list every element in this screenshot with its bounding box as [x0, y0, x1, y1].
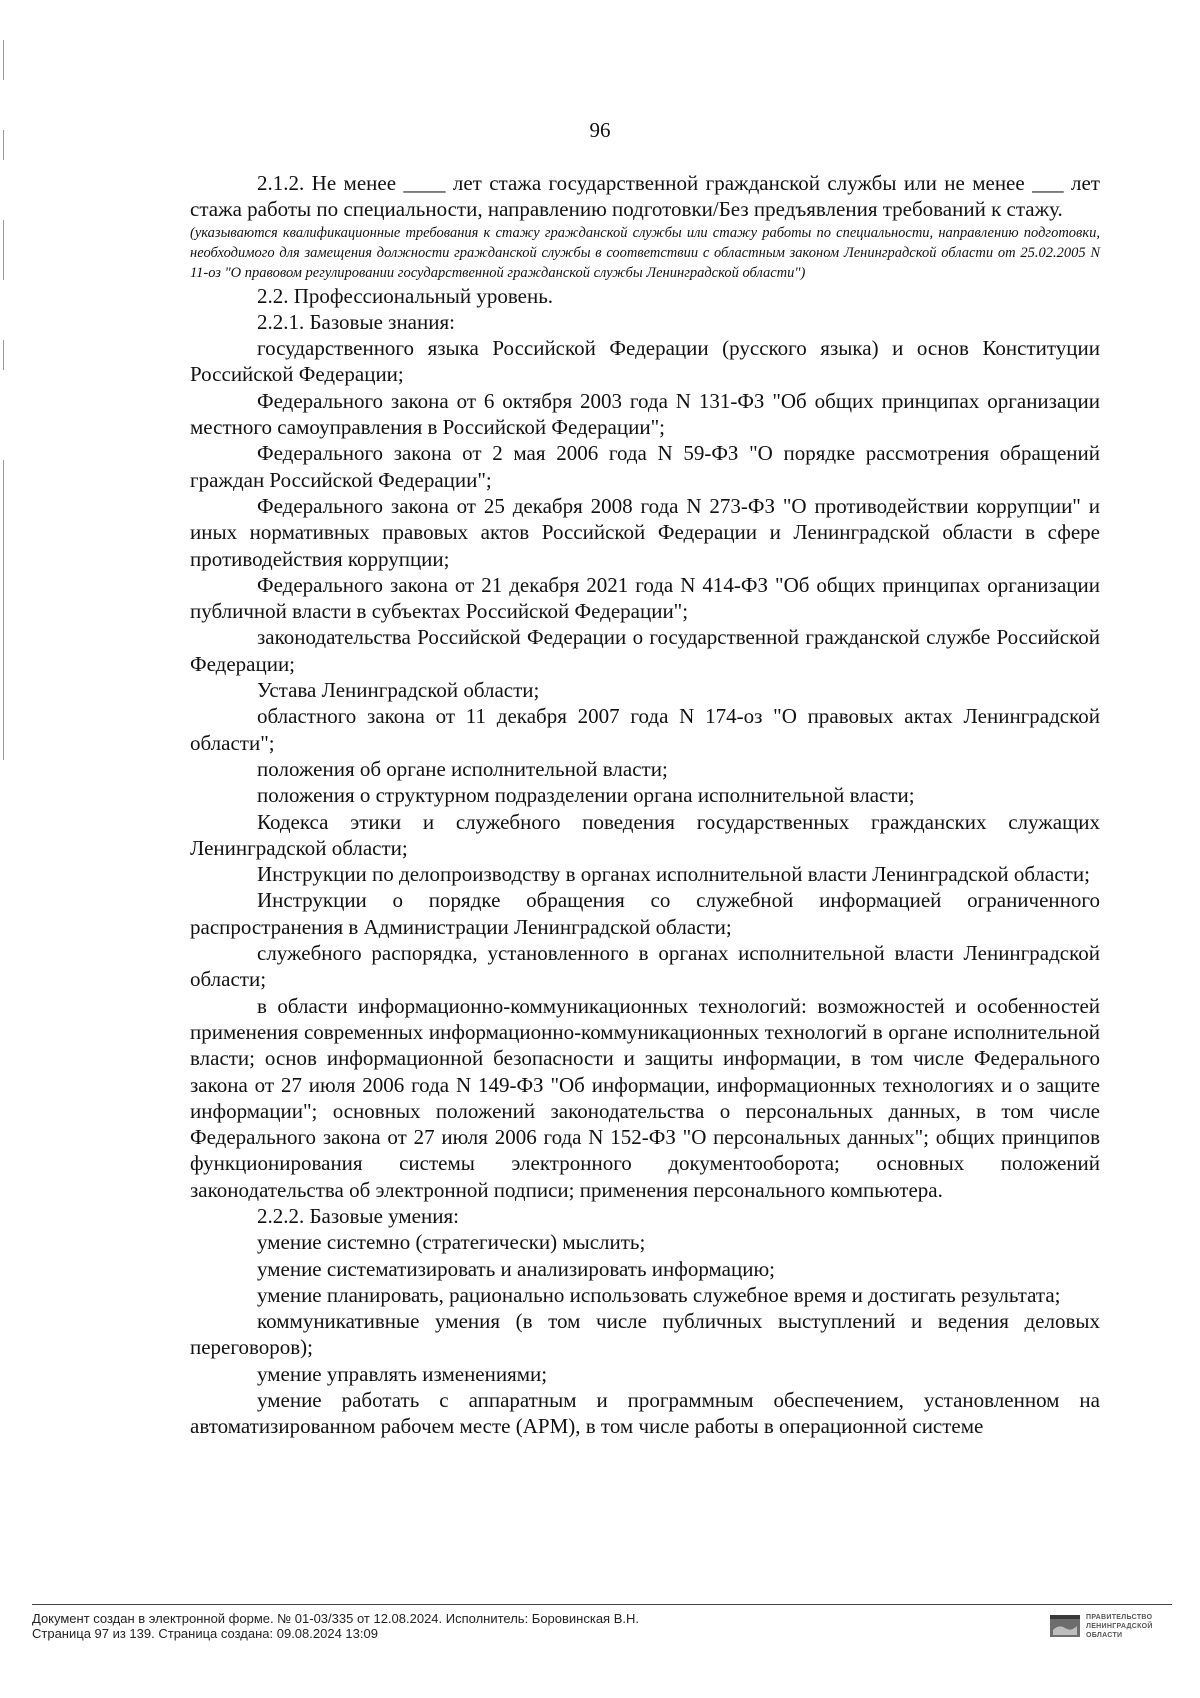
footer-divider	[32, 1604, 1172, 1605]
body-paragraph: областного закона от 11 декабря 2007 года N 174-оз "О правовых актах Ленинградской области";	[190, 704, 1100, 755]
body-paragraph: Федерального закона от 21 декабря 2021 года N 414-ФЗ "Об общих принципах организации публичной власти в субъектах Российской Федерации";	[190, 572, 1100, 624]
body-paragraph: умение систематизировать и анализировать информацию;	[257, 1256, 776, 1281]
body-paragraph: Федерального закона от 6 октября 2003 года N 131-ФЗ "Об общих принципах организации местного самоуправления в Российской Федерации";	[190, 388, 1100, 440]
body-paragraph: 2.1.2. Не менее ____ лет стажа государственной гражданской службы или не менее ___ лет стажа работы по специальности, направлению подготовки/Без предъявления требований к стажу.	[190, 171, 1100, 222]
logo-line-2: ЛЕНИНГРАДСКОЙ	[1086, 1623, 1153, 1630]
body-paragraph: Федерального закона от 25 декабря 2008 года N 273-ФЗ "О противодействии коррупции" и иных нормативных правовых актов Российской Федерации и Ленинградской области в сфере противодействия коррупции;	[190, 493, 1100, 571]
body-paragraph: служебного распорядка, установленного в органах исполнительной власти Ленинградской области;	[190, 941, 1100, 992]
body-paragraph: в области информационно-коммуникационных технологий: возможностей и особенностей применения современных информационно-коммуникационных технологий в органе исполнительной власти; основ информационной безопасности и защиты информации, в том числе Федерального закона от 27 июля 2006 года N 149-ФЗ "Об информации, информационных технологиях и о защите информации"; основных положений законодательства о персональных данных, в том числе Федерального закона от 27 июля 2006 года N 152-ФЗ "О персональных данных"; общих принципов функционирования системы электронного документооборота; основных положений законодательства об электронной подписи; применения персонального компьютера.	[190, 993, 1100, 1202]
logo-line-3: ОБЛАСТИ	[1086, 1632, 1123, 1639]
footer-metadata	[32, 1611, 639, 1641]
body-paragraph: умение работать с аппаратным и программным обеспечением, установленном на автоматизированном рабочем месте (АРМ), в том числе работы в операционной системе	[190, 1388, 1100, 1439]
body-paragraph: государственного языка Российской Федерации (русского языка) и основ Конституции Российской Федерации;	[190, 336, 1100, 387]
body-paragraph: положения о структурном подразделении органа исполнительной власти;	[257, 783, 915, 808]
page-number: 96	[589, 118, 611, 142]
footer-line-document: Документ создан в электронной форме. № 01-03/335 от 12.08.2024. Исполнитель: Боровинская В.Н.	[32, 1611, 639, 1626]
body-paragraph: коммуникативные умения (в том числе публичных выступлений и ведения деловых переговоров);	[190, 1309, 1100, 1360]
body-paragraph: 2.2.2. Базовые умения:	[257, 1203, 459, 1228]
body-paragraph: умение планировать, рационально использовать служебное время и достигать результата;	[257, 1282, 1061, 1307]
body-paragraph: умение системно (стратегически) мыслить;	[257, 1230, 646, 1255]
document-body	[190, 170, 1100, 1440]
footer-line-page: Страница 97 из 139. Страница создана: 09.08.2024 13:09	[32, 1626, 378, 1641]
coat-of-arms-icon	[1050, 1615, 1080, 1637]
government-logo	[1050, 1611, 1170, 1643]
body-paragraph: 2.2. Профессиональный уровень.	[257, 283, 554, 308]
body-paragraph: Инструкции по делопроизводству в органах исполнительной власти Ленинградской области;	[257, 862, 1090, 887]
body-paragraph: Кодекса этики и служебного поведения государственных гражданских служащих Ленинградской области;	[190, 809, 1100, 860]
body-paragraph: Устава Ленинградской области;	[257, 678, 540, 703]
body-paragraph: Инструкции о порядке обращения со служебной информацией ограниченного распространения в Администрации Ленинградской области;	[190, 888, 1100, 939]
logo-line-1: ПРАВИТЕЛЬСТВО	[1086, 1614, 1153, 1621]
body-paragraph: Федерального закона от 2 мая 2006 года N 59-ФЗ "О порядке рассмотрения обращений граждан Российской Федерации";	[190, 441, 1100, 492]
body-paragraph: 2.2.1. Базовые знания:	[257, 309, 455, 334]
body-paragraph: положения об органе исполнительной власти;	[257, 756, 668, 781]
body-paragraph: законодательства Российской Федерации о государственной гражданской службе Российской Федерации;	[190, 625, 1100, 676]
explanatory-note: (указываются квалификационные требования к стажу гражданской службы или стажу работы по специальности, направлению подготовки, необходимого для замещения должности гражданской службы в соответствии с областным законом Ленинградской области от 25.02.2005 N 11-оз "О правовом регулировании государственной гражданской службы Ленинградской области")	[190, 224, 1100, 281]
body-paragraph: умение управлять изменениями;	[257, 1361, 548, 1386]
scan-edge-marks	[3, 40, 5, 760]
